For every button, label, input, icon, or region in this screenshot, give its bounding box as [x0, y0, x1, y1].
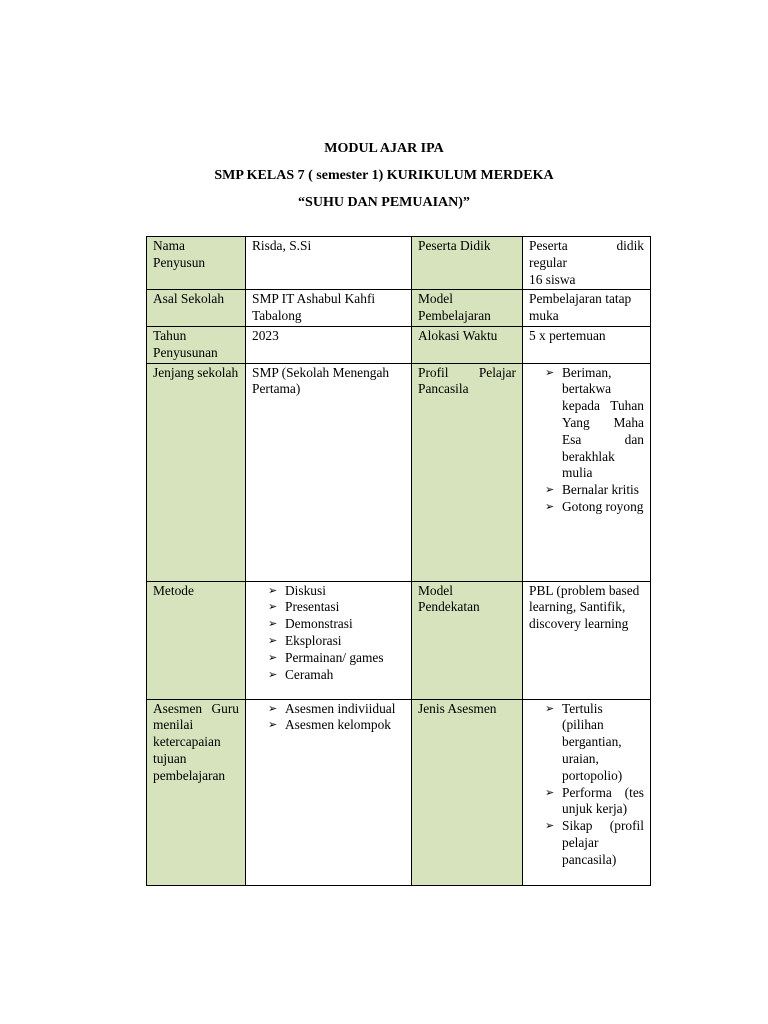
module-info-table: [146, 236, 651, 886]
document-title: MODUL AJAR IPA: [324, 141, 444, 156]
value-cell-alokasi-waktu: 5 x pertemuan: [523, 326, 651, 363]
label-cell-model-pendekatan: Model Pendekatan: [412, 581, 523, 699]
jenis-asesmen-list: [529, 701, 644, 869]
list-item-text: Asesmen indiviidual: [285, 700, 396, 716]
chevron-right-arrowhead-icon: ➢: [268, 600, 278, 614]
chevron-right-arrowhead-icon: ➢: [268, 718, 278, 732]
list-item: [268, 717, 405, 734]
list-item-text: Demonstrasi: [285, 616, 353, 632]
chevron-right-arrowhead-icon: ➢: [545, 365, 555, 379]
table-row: [147, 581, 651, 699]
list-item: [268, 650, 405, 667]
chevron-right-arrowhead-icon: ➢: [268, 667, 278, 681]
chevron-right-arrowhead-icon: ➢: [268, 650, 278, 664]
chevron-right-arrowhead-icon: ➢: [268, 633, 278, 647]
chevron-right-arrowhead-icon: ➢: [545, 819, 555, 833]
list-item-text: Eksplorasi: [285, 632, 342, 648]
value-cell-model-pendekatan: PBL (problem based learning, Santifik, discovery learning: [523, 581, 651, 699]
label-cell-jenis-asesmen: Jenis Asesmen: [412, 699, 523, 885]
list-item-text: Gotong royong: [562, 498, 644, 514]
value-cell-nama-penyusun: Risda, S.Si: [246, 237, 412, 290]
list-item: [545, 818, 644, 868]
list-item-text: Bernalar kritis: [562, 482, 639, 498]
label-cell-tahun-penyusunan: Tahun Penyusunan: [147, 326, 246, 363]
value-cell-metode: [246, 581, 412, 699]
list-item-text: Performa (tes unjuk kerja): [562, 784, 644, 817]
chevron-right-arrowhead-icon: ➢: [545, 483, 555, 497]
document-subtitle: SMP KELAS 7 ( semester 1) KURIKULUM MERDEKA: [214, 168, 554, 183]
table-row: [147, 699, 651, 885]
peserta-didik-word-3: regular: [529, 254, 567, 270]
list-item: [545, 499, 644, 516]
table-row: [147, 237, 651, 290]
peserta-didik-word-1: Peserta: [529, 238, 568, 253]
chevron-right-arrowhead-icon: ➢: [545, 785, 555, 799]
peserta-didik-count: 16 siswa: [529, 271, 576, 287]
value-cell-asal-sekolah: SMP IT Ashabul Kahfi Tabalong: [246, 290, 412, 327]
label-cell-model-pembelajaran: Model Pembelajaran: [412, 290, 523, 327]
asesmen-list: [252, 701, 405, 735]
list-item-text: Ceramah: [285, 666, 334, 682]
label-cell-alokasi-waktu: Alokasi Waktu: [412, 326, 523, 363]
peserta-didik-first-line: [529, 238, 644, 255]
list-item: [545, 365, 644, 483]
peserta-didik-word-2: didik: [616, 238, 644, 253]
list-item-text: Presentasi: [285, 599, 340, 615]
value-cell-model-pembelajaran: Pembelajaran tatap muka: [523, 290, 651, 327]
list-item: [545, 785, 644, 819]
document-header: [0, 135, 768, 216]
label-cell-metode: Metode: [147, 581, 246, 699]
value-cell-profil-pelajar: [523, 363, 651, 581]
chevron-right-arrowhead-icon: ➢: [268, 617, 278, 631]
chevron-right-arrowhead-icon: ➢: [545, 499, 555, 513]
value-cell-jenis-asesmen: [523, 699, 651, 885]
chevron-right-arrowhead-icon: ➢: [545, 701, 555, 715]
metode-list: [252, 583, 405, 684]
chevron-right-arrowhead-icon: ➢: [268, 583, 278, 597]
list-item-text: Diskusi: [285, 582, 326, 598]
table-row: [147, 363, 651, 581]
profil-pelajar-list: [529, 365, 644, 516]
value-cell-tahun-penyusunan: 2023: [246, 326, 412, 363]
list-item: [268, 701, 405, 718]
list-item-text: Sikap (profil pelajar pancasila): [562, 818, 644, 867]
value-cell-asesmen: [246, 699, 412, 885]
list-item-text: Asesmen kelompok: [285, 717, 391, 733]
list-item: [268, 667, 405, 684]
list-item: [545, 701, 644, 785]
document-topic: “SUHU DAN PEMUAIAN)”: [298, 195, 470, 210]
list-item-text: Beriman, bertakwa kepada Tuhan Yang Maha Esa dan berakhlak mulia: [562, 364, 644, 481]
label-cell-nama-penyusun: Nama Penyusun: [147, 237, 246, 290]
list-item-text: Tertulis (pilihan bergantian, uraian, portopolio): [562, 700, 623, 783]
list-item: [268, 599, 405, 616]
list-item: [268, 616, 405, 633]
table-row: [147, 326, 651, 363]
label-cell-asesmen: Asesmen Guru menilai ketercapaian tujuan pembelajaran: [147, 699, 246, 885]
value-cell-peserta-didik: [523, 237, 651, 290]
list-item: [545, 482, 644, 499]
list-item: [268, 633, 405, 650]
label-cell-asal-sekolah: Asal Sekolah: [147, 290, 246, 327]
label-cell-peserta-didik: Peserta Didik: [412, 237, 523, 290]
list-item: [268, 583, 405, 600]
label-cell-jenjang-sekolah: Jenjang sekolah: [147, 363, 246, 581]
chevron-right-arrowhead-icon: ➢: [268, 701, 278, 715]
value-cell-jenjang-sekolah: SMP (Sekolah Menengah Pertama): [246, 363, 412, 581]
table-row: [147, 290, 651, 327]
label-cell-profil-pelajar: Profil Pelajar Pancasila: [412, 363, 523, 581]
list-item-text: Permainan/ games: [285, 649, 384, 665]
